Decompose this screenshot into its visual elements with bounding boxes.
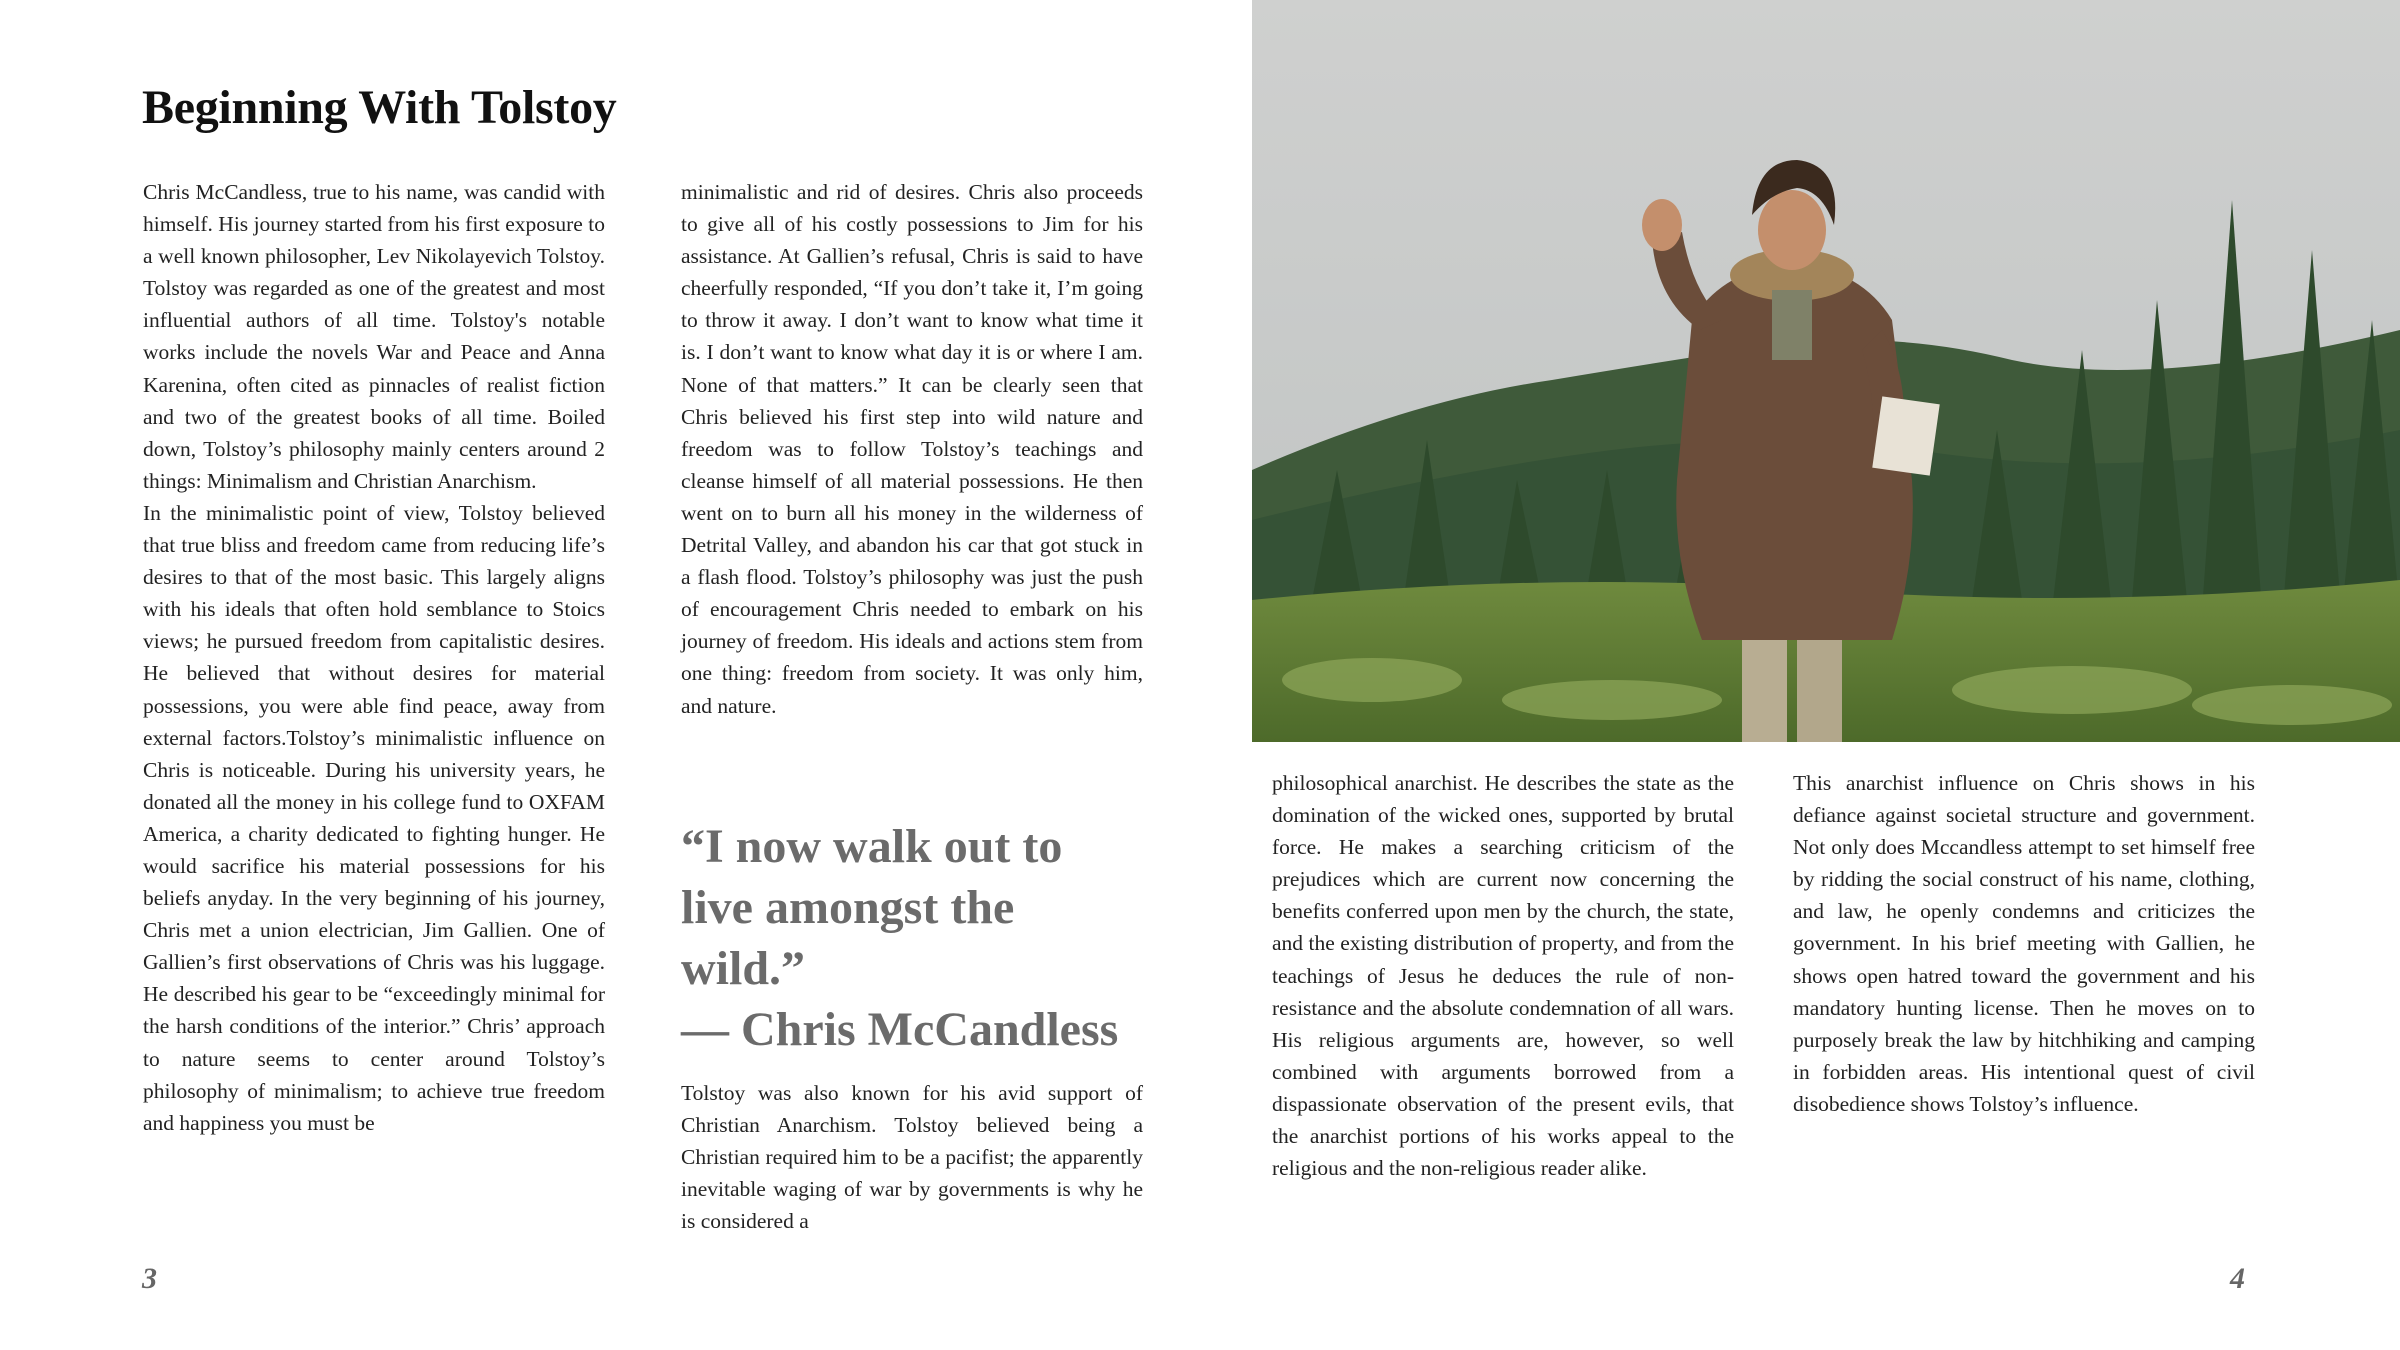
body-column-2 xyxy=(681,176,1143,722)
paragraph-minimalism: In the minimalistic point of view, Tolstoy believed that true bliss and freedom came from reducing life’s desires to that of the most basic. This largely aligns with his ideals that often hold semblance to Stoics views; he pursued freedom from capitalistic desires. He believed that without desires for material possessions, you were able find peace, away from external factors.Tolstoy’s minimalistic influence on Chris is noticeable. During his university years, he donated all the money in his college fund to OXFAM America, a charity dedicated to fighting hunger. He would sacrifice his material possessions for his beliefs anyday. In the very beginning of his journey, Chris met a union electrician, Jim Gallien. One of Gallien’s first observations of Chris was his luggage. He described his gear to be “exceedingly minimal for the harsh conditions of the interior.” Chris’ approach to nature seems to center around Tolstoy’s philosophy of minimalism; to achieve true freedom and happiness you must be xyxy=(143,500,605,1135)
page-number-right: 4 xyxy=(2230,1262,2245,1295)
body-column-4 xyxy=(1793,767,2255,1120)
pull-quote xyxy=(681,816,1161,1060)
paragraph-gallien: minimalistic and rid of desires. Chris also proceeds to give all of his costly possessions to Jim for his assistance. At Gallien’s refusal, Chris is said to have cheerfully responded, “If you don’t take it, I’m going to throw it away. I don’t want to know what time it is. I don’t want to know what day it is or where I am. None of that matters.” It can be clearly seen that Chris believed his first step into wild nature and freedom was to follow Tolstoy’s teachings and cleanse himself of all material possessions. He then went on to burn all his money in the wilderness of Detrital Valley, and abandon his car that got stuck in a flash flood. Tolstoy’s philosophy was just the push of encouragement Chris needed to embark on his journey of freedom. His ideals and actions stem from one thing: freedom from society. It was only him, and nature. xyxy=(681,180,1143,718)
body-column-1 xyxy=(143,176,605,1139)
quote-line: live amongst the xyxy=(681,881,1015,934)
body-column-3 xyxy=(1272,767,1734,1184)
page-title: Beginning With Tolstoy xyxy=(142,81,617,134)
paragraph-philosophical-anarchist: philosophical anarchist. He describes the state as the domination of the wicked ones, supported by brutal force. He makes a searching criticism of the prejudices which are current now concerning the benefits conferred upon men by the church, the state, and the existing distribution of property, and from the teachings of Jesus he deduces the rule of non-resistance and the absolute condemnation of all wars. His religious arguments are, however, so well combined with arguments borrowed from a dispassionate observation of the present evils, that the anarchist portions of his works appeal to the religious and the non-religious reader alike. xyxy=(1272,771,1734,1181)
paragraph-anarchist-influence: This anarchist influence on Chris shows in his defiance against societal structure and government. Not only does Mccandless attempt to set himself free by ridding the social construct of his name, clothing, and law, he openly condemns and criticizes the government. In his brief meeting with Gallien, he shows open hatred toward the government and his mandatory hunting license. Then he moves on to purposely break the law by hitchhiking and camping in forbidden areas. His intentional quest of civil disobedience shows Tolstoy’s influence. xyxy=(1793,771,2255,1116)
body-column-2-continued xyxy=(681,1077,1143,1237)
quote-attribution: — Chris McCandless xyxy=(681,1003,1119,1056)
quote-line: “I now walk out to xyxy=(681,820,1063,873)
paragraph-anarchism: Tolstoy was also known for his avid support of Christian Anarchism. Tolstoy believed being a Christian required him to be a pacifist; the apparently inevitable waging of war by governments is why he is considered a xyxy=(681,1081,1143,1234)
quote-line: wild.” xyxy=(681,942,806,995)
page-number-left: 3 xyxy=(142,1262,157,1295)
paragraph-intro: Chris McCandless, true to his name, was candid with himself. His journey started from his first exposure to a well known philosopher, Lev Nikolayevich Tolstoy. Tolstoy was regarded as one of the greatest and most influential authors of all time. Tolstoy's notable works include the novels War and Peace and Anna Karenina, often cited as pinnacles of realist fiction and two of the greatest books of all time. Boiled down, Tolstoy’s philosophy mainly centers around 2 things: Minimalism and Christian Anarchism. xyxy=(143,180,605,493)
photo-man-waving-icon xyxy=(1252,0,2400,742)
